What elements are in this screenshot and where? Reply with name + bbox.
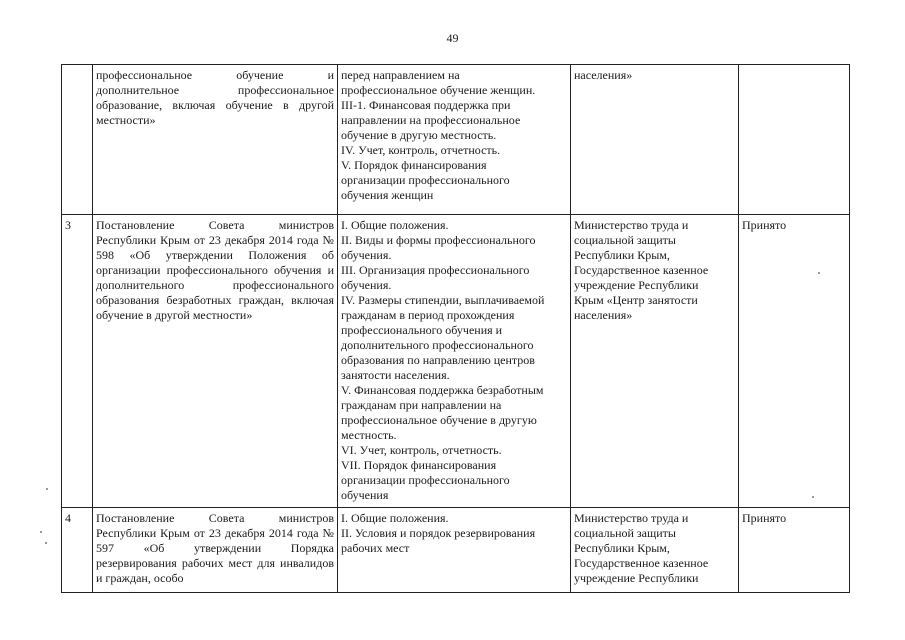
scan-speck [40,531,42,533]
section-line: дополнительного профессионального [341,338,534,352]
scan-speck [818,272,820,274]
document-title-cell: профессиональное обучение и дополнительное профессиональное образование, включая обучение в другой местности» [93,65,338,215]
section-line: I. Общие положения. [341,511,449,525]
section-line: местность. [341,428,397,442]
scan-speck [45,542,47,544]
section-line: I. Общие положения. [341,218,449,232]
section-line: III-1. Финансовая поддержка при [341,98,511,112]
executor-cell: населения» [571,65,739,215]
section-line: V. Порядок финансирования [341,158,487,172]
sections-cell [338,508,571,593]
status-cell [739,65,850,215]
executor-line: Республики Крым, [574,248,670,262]
executor-line: Республики Крым, [574,541,670,555]
section-line: занятости населения. [341,368,450,382]
document-title-cell: Постановление Совета министров Республики Крым от 23 декабря 2014 года № 597 «Об утверждении Порядка резервирования рабочих мест для инвалидов и граждан, особо [93,508,338,593]
executor-line: Государственное казенное [574,263,709,277]
document-table [61,64,850,593]
executor-line: социальной защиты [574,526,676,540]
section-line: обучения [341,488,389,502]
executor-cell [571,508,739,593]
status-cell: Принято [739,508,850,593]
section-line: II. Условия и порядок резервирования [341,526,536,540]
scan-speck [812,496,814,498]
section-line: гражданам в период прохождения [341,308,515,322]
section-line: IV. Учет, контроль, отчетность. [341,143,501,157]
executor-line: социальной защиты [574,233,676,247]
executor-line: учреждение Республики [574,278,699,292]
executor-line: Крым «Центр занятости [574,293,698,307]
section-line: обучения женщин [341,188,434,202]
section-line: V. Финансовая поддержка безработным [341,383,544,397]
row-number-cell: 3 [62,215,93,508]
section-line: организации профессионального [341,173,510,187]
executor-line: населения» [574,308,633,322]
section-line: образования по направлению центров [341,353,535,367]
section-line: профессиональное обучение женщин. [341,83,536,97]
section-line: обучения. [341,248,392,262]
row-number-cell: 4 [62,508,93,593]
section-line: профессиональное обучение в другую [341,413,537,427]
section-line: рабочих мест [341,541,410,555]
section-line: обучения. [341,278,392,292]
status-cell: Принято [739,215,850,508]
sections-cell [338,215,571,508]
section-line: направлении на профессиональное [341,113,521,127]
section-line: VI. Учет, контроль, отчетность. [341,443,502,457]
table-row [62,215,850,508]
section-line: гражданам при направлении на [341,398,502,412]
section-line: VII. Порядок финансирования [341,458,497,472]
section-line: обучение в другую местность. [341,128,497,142]
executor-line: учреждение Республики [574,571,699,585]
section-line: организации профессионального [341,473,510,487]
executor-line: Государственное казенное [574,556,709,570]
sections-cell [338,65,571,215]
table-row [62,65,850,215]
scan-speck [46,488,48,490]
section-line: перед направлением на [341,68,460,82]
section-line: профессионального обучения и [341,323,503,337]
section-line: IV. Размеры стипендии, выплачиваемой [341,293,545,307]
executor-line: Министерство труда и [574,511,689,525]
executor-cell [571,215,739,508]
table-row [62,508,850,593]
page-number: 49 [446,31,459,45]
row-number-cell [62,65,93,215]
section-line: II. Виды и формы профессионального [341,233,536,247]
document-title-cell: Постановление Совета министров Республики Крым от 23 декабря 2014 года № 598 «Об утверждении Положения об организации профессионального обучения и дополнительного профессионального образования безработных граждан, включая обучение в другой местности» [93,215,338,508]
executor-line: Министерство труда и [574,218,689,232]
section-line: III. Организация профессионального [341,263,530,277]
